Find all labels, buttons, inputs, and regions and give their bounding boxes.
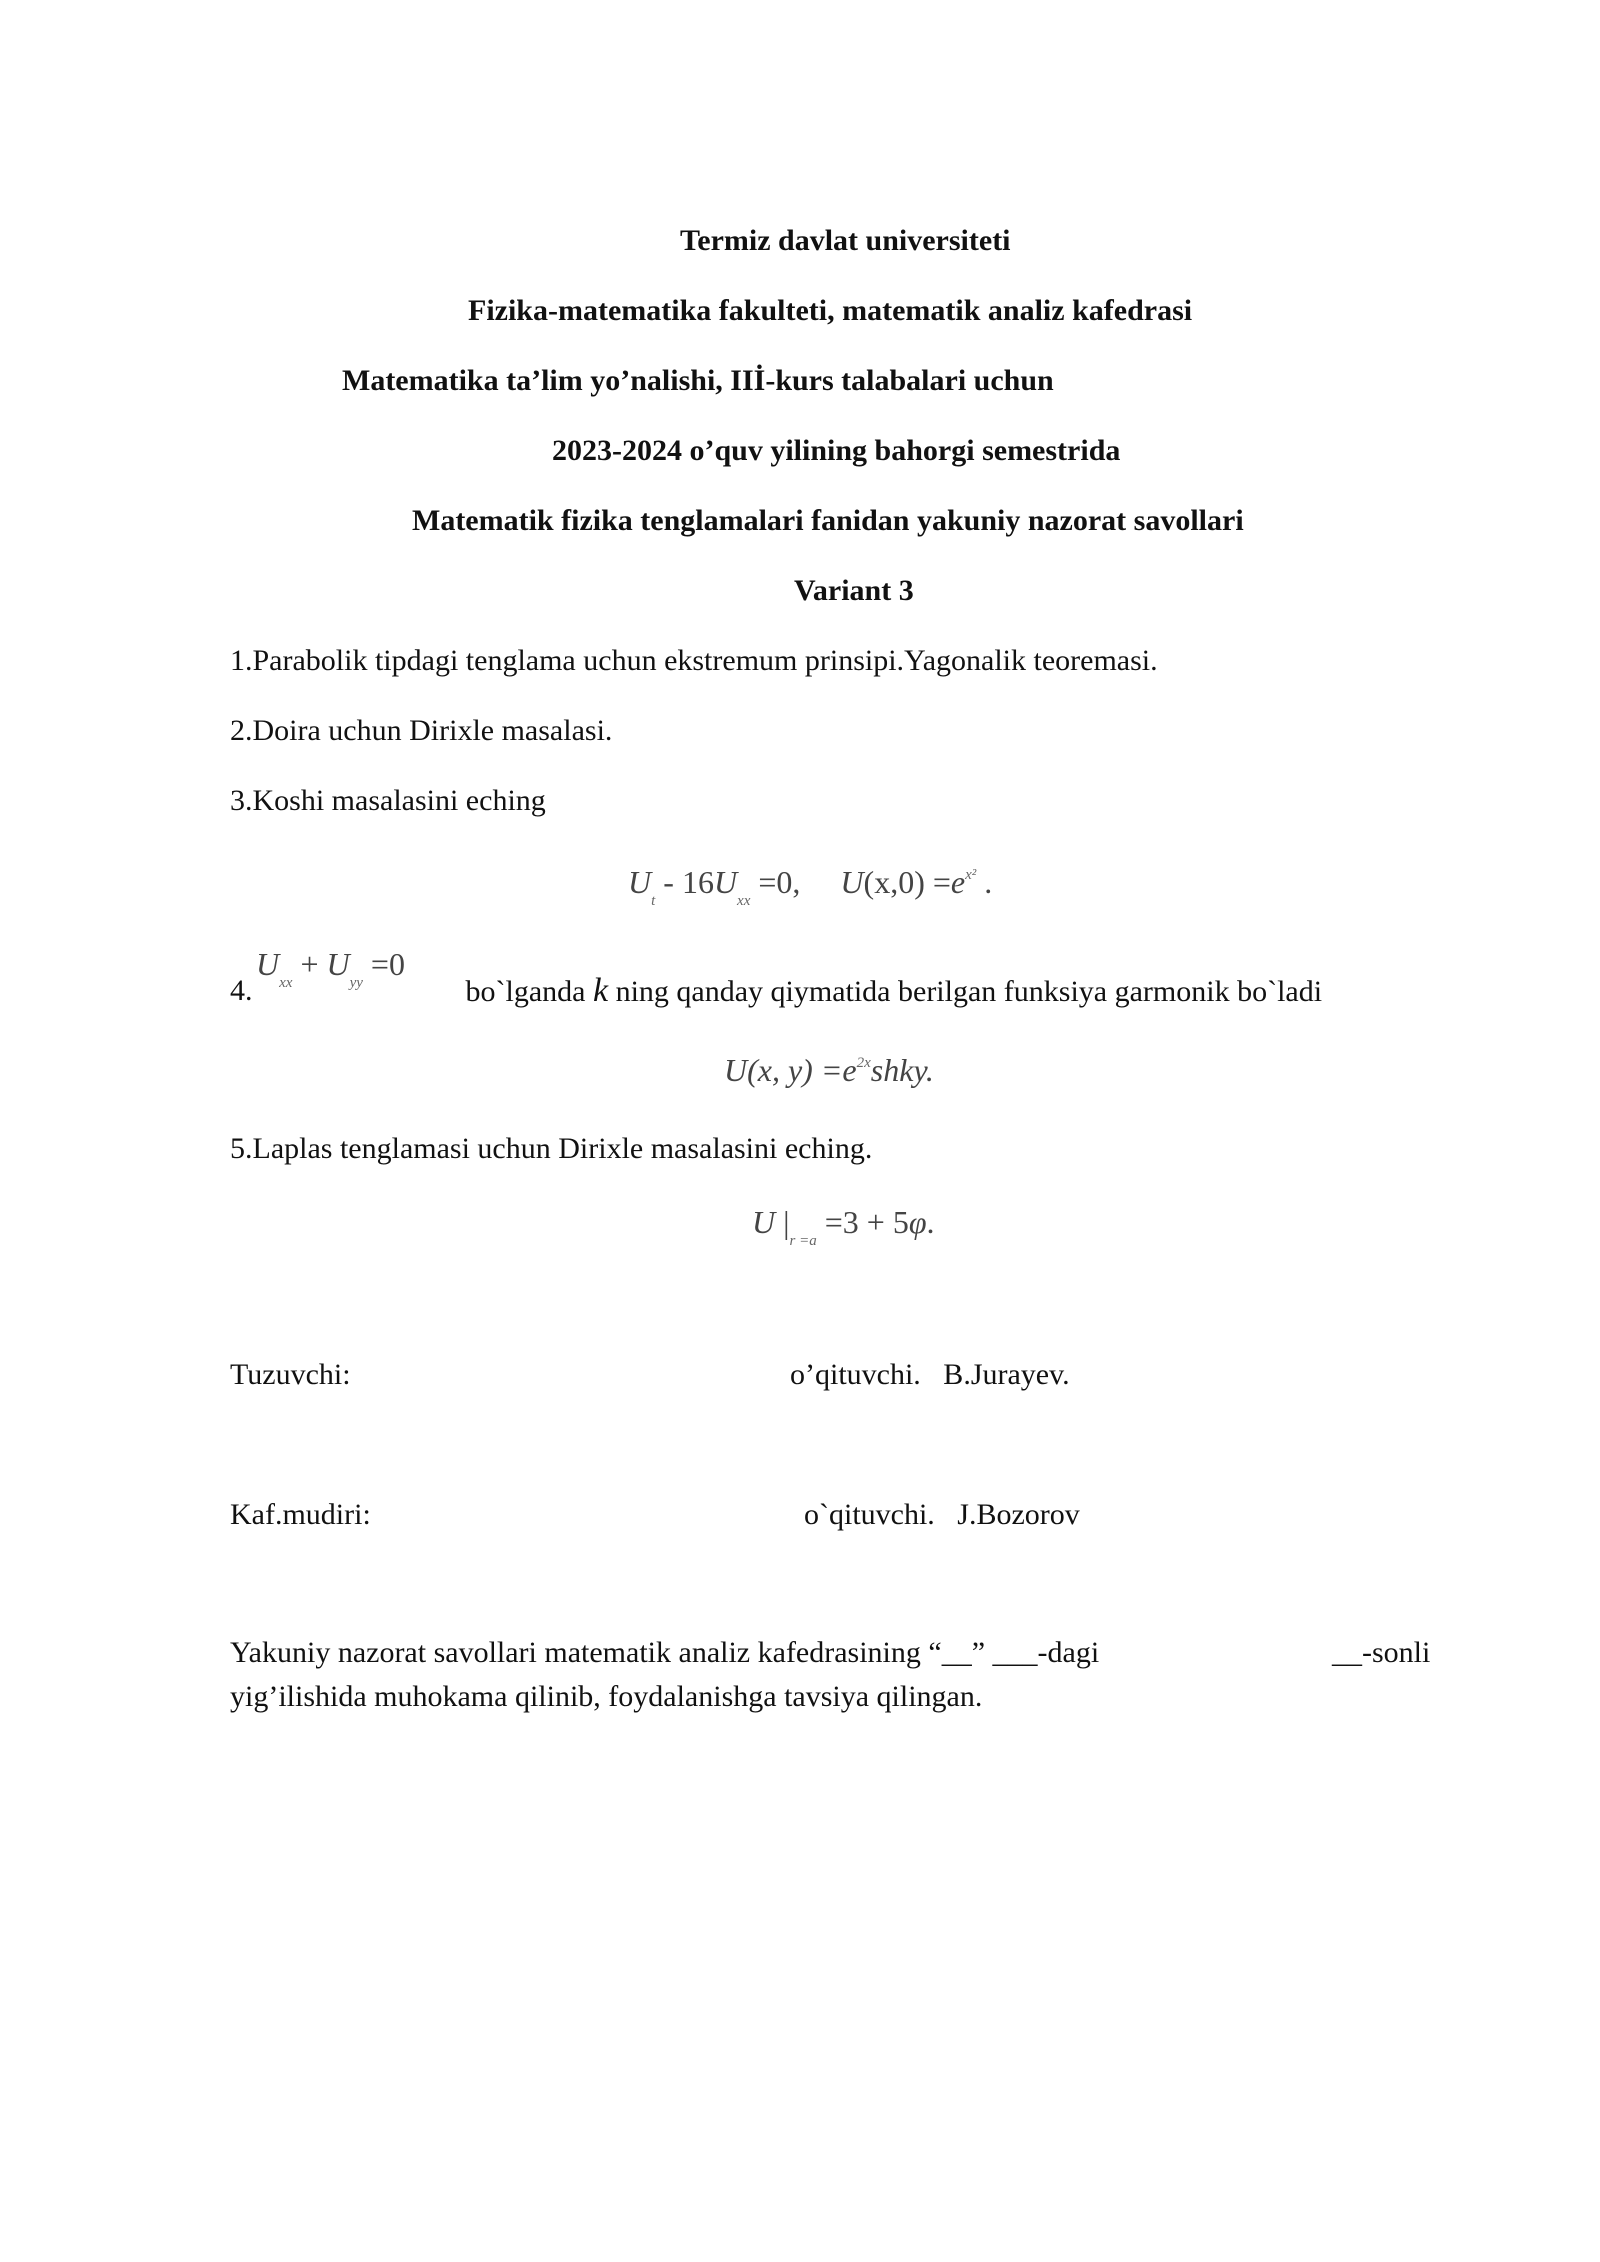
formula-symbol: U — [752, 1204, 776, 1240]
formula-superscript: 2x — [856, 1055, 871, 1071]
head-role-name: o`qituvchi. J.Bozorov — [804, 1498, 1080, 1531]
formula-symbol: e — [842, 1052, 857, 1088]
question-4-text — [458, 972, 1322, 1011]
formula-text: . — [976, 864, 993, 900]
formula-symbol: U — [326, 946, 350, 982]
formula-subscript: t — [651, 893, 656, 909]
formula-subscript: xx — [737, 893, 751, 909]
formula-symbol: shky. — [870, 1052, 934, 1088]
direction-title: Matematika ta’lim yo’nalishi, IIİ-kurs talabalari uchun — [342, 364, 1054, 397]
formula-subscript: r =a — [789, 1233, 817, 1249]
question-4-number: 4. — [230, 974, 253, 1007]
formula-text: (x, y) = — [747, 1052, 843, 1088]
formula-symbol: U — [724, 1052, 748, 1088]
university-title: Termiz davlat universiteti — [680, 224, 1011, 257]
semester-title: 2023-2024 o’quv yilining bahorgi semestrida — [552, 434, 1121, 467]
formula-text: . — [926, 1204, 935, 1240]
formula-symbol: U — [256, 946, 280, 982]
formula-text: - 16 — [655, 864, 714, 900]
question-1: 1.Parabolik tipdagi tenglama uchun ekstremum prinsipi.Yagonalik teoremasi. — [230, 644, 1158, 677]
question-2: 2.Doira uchun Dirixle masalasi. — [230, 714, 613, 747]
subject-title: Matematik fizika tenglamalari fanidan yakuniy nazorat savollari — [412, 504, 1244, 537]
approval-note-line-1-end: __-sonli — [1332, 1636, 1431, 1669]
question-4-end: ning qanday qiymatida berilgan funksiya garmonik bo`ladi — [608, 975, 1323, 1008]
question-4-k-variable: k — [592, 972, 609, 1009]
compiler-label: Tuzuvchi: — [230, 1358, 351, 1391]
formula-text: + — [292, 946, 327, 982]
approval-note-line-1: Yakuniy nazorat savollari matematik analiz kafedrasining “__” ___-dagi — [230, 1636, 1100, 1669]
question-3-formula — [628, 862, 992, 909]
formula-subscript: yy — [349, 975, 363, 991]
formula-symbol: U — [713, 864, 738, 900]
question-5-formula — [752, 1202, 935, 1249]
question-3: 3.Koshi masalasini eching — [230, 784, 546, 817]
variant-title: Variant 3 — [794, 574, 914, 607]
question-4-condition-formula — [256, 944, 405, 991]
formula-symbol: e — [950, 864, 966, 900]
formula-subscript: xx — [279, 975, 293, 991]
formula-text: =0, — [750, 864, 841, 900]
formula-text: (x,0) = — [863, 864, 951, 900]
formula-symbol: φ — [908, 1204, 927, 1240]
approval-note-line-2: yig’ilishida muhokama qilinib, foydalanishga tavsiya qilingan. — [230, 1680, 983, 1713]
formula-text: =0 — [362, 946, 405, 982]
question-4-function-formula — [724, 1050, 934, 1097]
formula-text: | — [775, 1204, 790, 1240]
faculty-title: Fizika-matematika fakulteti, matematik analiz kafedrasi — [468, 294, 1193, 327]
formula-text: =3 + 5 — [816, 1204, 909, 1240]
formula-symbol: U — [628, 864, 652, 900]
compiler-role-name: o’qituvchi. B.Jurayev. — [790, 1358, 1070, 1391]
formula-superscript: x² — [965, 867, 977, 883]
formula-symbol: U — [840, 864, 864, 900]
question-4-middle: bo`lganda — [458, 975, 593, 1008]
question-5: 5.Laplas tenglamasi uchun Dirixle masalasini eching. — [230, 1132, 873, 1165]
head-label: Kaf.mudiri: — [230, 1498, 371, 1531]
